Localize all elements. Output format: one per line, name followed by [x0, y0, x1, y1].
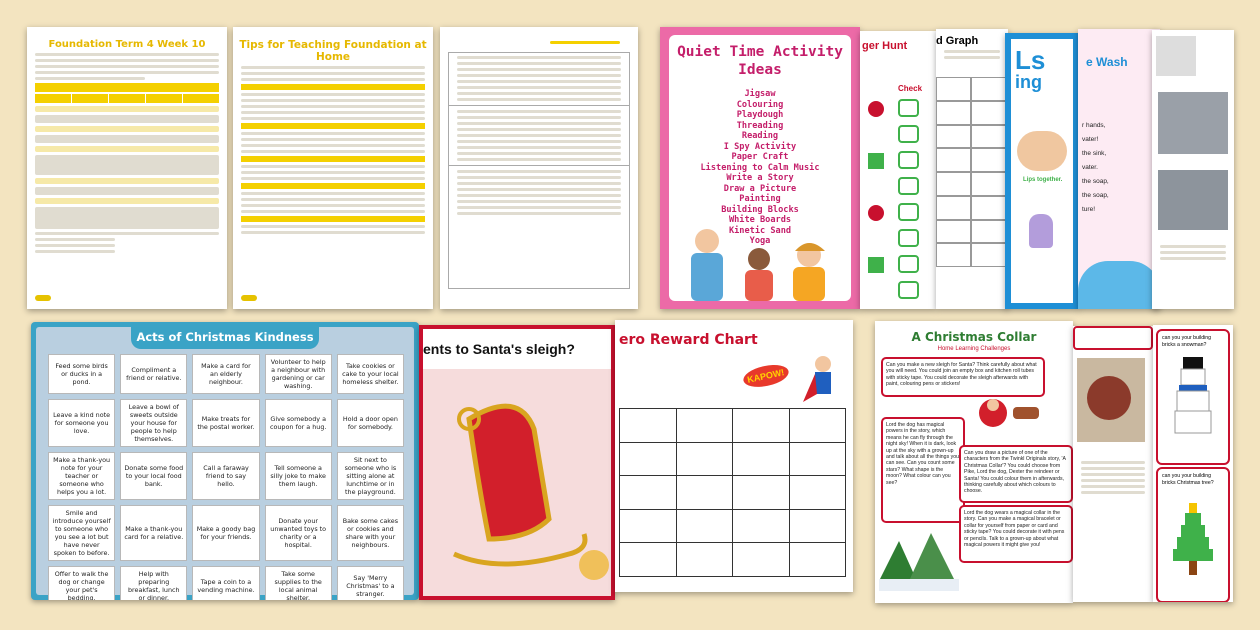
children-illustration: [669, 221, 851, 301]
kindness-cell: Call a faraway friend to say hello.: [192, 452, 259, 500]
kindness-cell: Bake some cakes or cookies and share with your neighbours.: [337, 505, 404, 561]
kapow-badge: KAPOW!: [741, 361, 790, 390]
activity-item: Listening to Calm Music: [700, 162, 820, 173]
reindeer-santa-illustration: [963, 383, 1053, 443]
kindness-cell: Make a card for an elderly neighbour.: [192, 354, 259, 394]
graph-sheet[interactable]: [936, 29, 1008, 309]
challenge-box: Lord the dog wears a magical collar in the story. Can you make a magical bracelet or collar for yourself from paper or card and sticky tape? You could decorate it with pens or pencils. Talk to a grown-up about what magical powers it might give you!: [959, 505, 1073, 563]
activity-item: Reading: [741, 131, 779, 141]
weekly-plan-sheet[interactable]: [440, 27, 638, 309]
challenge-box: Can you make a new sleigh for Santa? Think carefully about what you will need. You could join an empty box and kitchen roll tubes with sticky tape. You could decorate the sleigh afterwards with paint, colouring pens or stickers!: [881, 357, 1045, 397]
activity-item: Draw a Picture: [723, 183, 797, 194]
sheet-title: Tips for Teaching Foundation at Home: [239, 39, 427, 63]
sheet-title: Foundation Term 4 Week 10: [48, 39, 206, 50]
kindness-cell: Hold a door open for somebody.: [337, 399, 404, 447]
kindness-cell: Tape a coin to a vending machine.: [192, 566, 259, 600]
kindness-cell: Make a thank-you note for your teacher or someone who helps you a lot.: [48, 452, 115, 500]
sheet-subtitle: ing: [1015, 72, 1042, 92]
sheet-title: Acts of Christmas Kindness: [131, 327, 319, 349]
activity-item: White Boards: [728, 215, 792, 225]
photo-sheet[interactable]: [1152, 30, 1234, 309]
hunt-sheet[interactable]: [860, 31, 936, 309]
wash-line: ture!: [1082, 206, 1096, 213]
kindness-cell: Sit next to someone who is sitting alone at lunchtime or in the playground.: [337, 452, 404, 500]
kindness-cell: Make a goody bag for your friends.: [192, 505, 259, 561]
quiet-time-sheet[interactable]: [660, 27, 860, 309]
sheet-title: e Wash: [1086, 55, 1128, 69]
brick-challenge: can you your building bricks a snowman?: [1156, 329, 1230, 465]
activity-item: Paper Craft: [731, 152, 789, 162]
building-bricks-sheet[interactable]: [1153, 325, 1233, 602]
kindness-cell: Leave a kind note for someone you love.: [48, 399, 115, 447]
kindness-cell: Say 'Merry Christmas' to a stranger.: [337, 566, 404, 600]
wash-line: vater.: [1082, 164, 1098, 171]
kindness-cell: Leave a bowl of sweets outside your house for people to help themselves.: [120, 399, 187, 447]
term-plan-sheet[interactable]: [27, 27, 227, 309]
kindness-cell: Donate some food to your local food bank.: [120, 452, 187, 500]
sleigh-illustration: [439, 389, 589, 589]
christmas-collar-sheet[interactable]: [875, 321, 1073, 603]
tree-bricks-illustration: [1171, 503, 1215, 583]
activity-item: Building Blocks: [721, 204, 799, 215]
sheet-title: ents to Santa's sleigh?: [423, 329, 611, 369]
kindness-cell: Volunteer to help a neighbour with gardening or car washing.: [265, 354, 332, 394]
kindness-cell: Make a thank-you card for a relative.: [120, 505, 187, 561]
wash-line: r hands,: [1082, 122, 1106, 129]
challenge-box: Lord the dog has magical powers in the story, which means he can fly through the night sky! When it is dark, look up at the sky with a grown-up and talk about all the things you can see. Can you count some stars? What shape is the moon? What colour can you see?: [881, 417, 965, 523]
activity-item: I Spy Activity: [723, 141, 797, 152]
activity-item: Painting: [739, 194, 781, 204]
kindness-cell: Make treats for the postal worker.: [192, 399, 259, 447]
kindness-grid: [48, 354, 404, 600]
activity-item: Threading: [736, 120, 784, 131]
tips-sheet[interactable]: [233, 27, 433, 309]
sleigh-sheet[interactable]: [419, 325, 615, 600]
check-label: Check: [898, 84, 923, 93]
lips-caption: Lips together.: [1023, 177, 1063, 183]
wash-line: the soap,: [1082, 192, 1109, 199]
superhero-icon: [803, 354, 843, 404]
sheet-title: d Graph: [936, 35, 979, 47]
kindness-sheet[interactable]: [31, 322, 419, 600]
sheet-title: ger Hunt: [862, 40, 908, 52]
wash-line: vater!: [1082, 136, 1099, 143]
kindness-cell: Tell someone a silly joke to make them laugh.: [265, 452, 332, 500]
wash-line: the sink,: [1082, 150, 1107, 157]
kindness-cell: Take some supplies to the local animal shelter.: [265, 566, 332, 600]
wash-line: the soap,: [1082, 178, 1109, 185]
activity-item: Colouring: [736, 99, 784, 110]
ornament-sheet[interactable]: [1073, 326, 1153, 602]
activity-item: Write a Story: [726, 173, 794, 183]
challenge-box: Can you draw a picture of one of the characters from the Twinkl Originals story, 'A Christmas Collar'? You could choose from Pike, Lord the dog, Dexter the reindeer or Santa! You could colour them in afterwards, thinking carefully about which colours to choose.: [959, 445, 1073, 503]
kindness-cell: Smile and introduce yourself to someone who you see a lot but have never spoken to before.: [48, 505, 115, 561]
sheet-title: Ls: [1015, 45, 1046, 75]
activity-item: Yoga: [749, 236, 771, 246]
kindness-cell: Offer to walk the dog or change your pet's bedding.: [48, 566, 115, 600]
kindness-cell: Help with preparing breakfast, lunch or dinner.: [120, 566, 187, 600]
sheet-subtitle: Home Learning Challenges: [937, 346, 1011, 352]
listening-sheet[interactable]: [1005, 33, 1079, 309]
kindness-cell: Take cookies or cake to your local homeless shelter.: [337, 354, 404, 394]
sheet-title: ero Reward Chart: [619, 332, 758, 348]
hand-wash-sheet[interactable]: [1078, 29, 1160, 309]
kindness-cell: Donate your unwanted toys to charity or a hospital.: [265, 505, 332, 561]
snowy-scene-illustration: [879, 521, 959, 591]
activity-item: Jigsaw: [744, 89, 776, 99]
activity-item: Kinetic Sand: [728, 225, 792, 236]
kindness-cell: Feed some birds or ducks in a pond.: [48, 354, 115, 394]
kindness-cell: Give somebody a coupon for a hug.: [265, 399, 332, 447]
activity-item: Playdough: [736, 110, 784, 120]
brick-challenge: can you your building bricks Christmas tree?: [1156, 467, 1230, 602]
snowman-bricks-illustration: [1171, 357, 1215, 437]
kindness-cell: Compliment a friend or relative.: [120, 354, 187, 394]
sheet-title: A Christmas Collar: [911, 330, 1037, 344]
reward-chart-sheet[interactable]: [615, 320, 853, 592]
sheet-title: Quiet Time Activity Ideas: [677, 44, 843, 78]
